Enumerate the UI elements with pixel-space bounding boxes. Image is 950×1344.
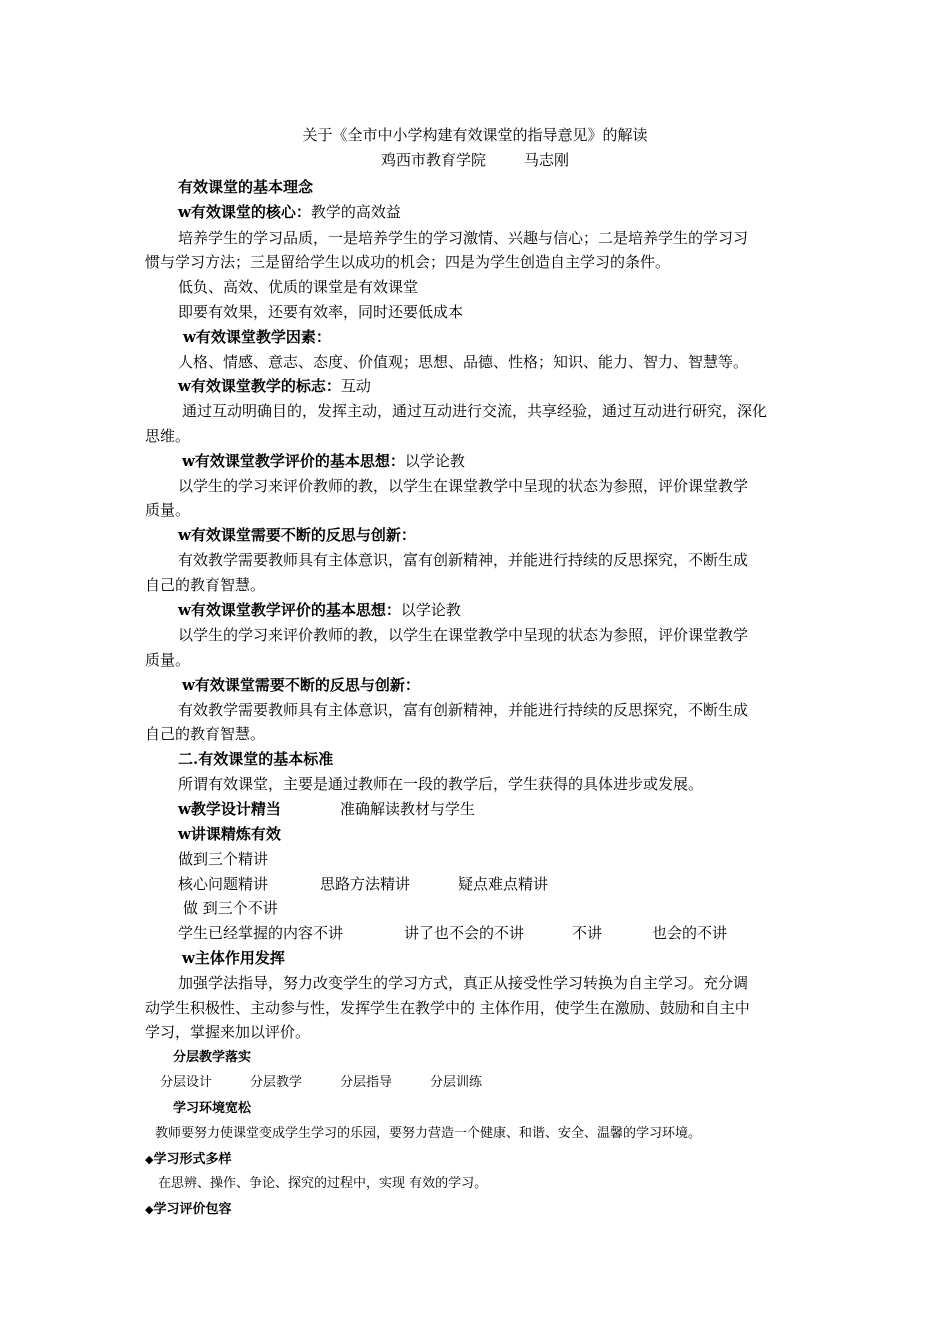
- no-item: 学生已经掌握的内容不讲: [178, 924, 344, 942]
- reflect-label: w有效课堂需要不断的反思与创新：: [178, 526, 416, 544]
- paragraph-line: 自己的教育智慧。: [145, 725, 266, 743]
- three-no: 做 到三个不讲: [183, 899, 278, 917]
- layered-item: 分层教学: [250, 1075, 303, 1090]
- layered-item: 分层训练: [430, 1075, 483, 1090]
- eval-value: 以学论教: [400, 601, 461, 619]
- subject-label: w主体作用发挥: [182, 949, 285, 967]
- layered-label: 分层教学落实: [173, 1050, 252, 1065]
- design-label: w教学设计精当: [178, 800, 281, 818]
- eval-label: w有效课堂教学评价的基本思想：: [178, 601, 401, 619]
- paragraph-line: 加强学法指导，努力改变学生的学习方式，真正从接受性学习转换为自主学习。充分调: [178, 974, 749, 992]
- core-label: w有效课堂的核心：: [178, 203, 311, 221]
- core-value: 教学的高效益: [310, 203, 401, 221]
- paragraph-line: 低负、高效、优质的课堂是有效课堂: [178, 278, 419, 296]
- env-text: 教师要努力使课堂变成学生学习的乐园，要努力营造一个健康、和谐、安全、温馨的学习环境。: [155, 1126, 702, 1141]
- eval-value: 以学论教: [404, 452, 465, 470]
- no-item: 不讲: [572, 924, 603, 942]
- eval-line: [178, 600, 461, 620]
- design-line: [178, 799, 475, 819]
- forms-line: [145, 1150, 231, 1170]
- layered-items-line: [160, 1073, 482, 1093]
- paragraph-line: 通过互动明确目的，发挥主动，通过互动进行交流，共享经验，通过互动进行研究，深化: [182, 402, 768, 420]
- eval-line: [182, 451, 465, 471]
- sign-label: w有效课堂教学的标志：: [178, 377, 341, 395]
- eval-include-line: [145, 1200, 231, 1220]
- design-value: 准确解读教材与学生: [340, 800, 476, 818]
- eval-label: w有效课堂教学评价的基本思想：: [182, 452, 405, 470]
- factors-label: w有效课堂教学因素：: [183, 328, 331, 346]
- paragraph-line: 质量。: [145, 651, 191, 669]
- sign-line: [178, 376, 371, 396]
- sign-value: 互动: [340, 377, 371, 395]
- paragraph-line: 惯与学习方法；三是留给学生以成功的机会；四是为学生创造自主学习的条件。: [145, 253, 671, 271]
- layered-item: 分层设计: [160, 1075, 213, 1090]
- paragraph-line: 动学生积极性、主动参与性，发挥学生在教学中的 主体作用，使学生在激励、鼓励和自主中: [145, 999, 750, 1017]
- paragraph-line: 学习，掌握来加以评价。: [145, 1023, 311, 1041]
- no-item: 也会的不讲: [652, 924, 728, 942]
- lecture-item: 核心问题精讲: [178, 875, 269, 893]
- paragraph-line: 以学生的学习来评价教师的教，以学生在课堂教学中呈现的状态为参照，评价课堂教学: [178, 477, 749, 495]
- paragraph-line: 即要有效果，还要有效率，同时还要低成本: [178, 303, 464, 321]
- paragraph-line: 思维。: [145, 427, 191, 445]
- layered-item: 分层指导: [340, 1075, 393, 1090]
- paragraph-line: 培养学生的学习品质，一是培养学生的学习激情、兴趣与信心；二是培养学生的学习习: [178, 229, 749, 247]
- lecture-item: 疑点难点精讲: [458, 875, 549, 893]
- forms-label: 学习形式多样: [153, 1152, 232, 1167]
- section2-intro: 所谓有效课堂，主要是通过教师在一段的教学后，学生获得的具体进步或发展。: [178, 775, 704, 793]
- paragraph-line: 自己的教育智慧。: [145, 576, 266, 594]
- lecture-item: 思路方法精讲: [320, 875, 411, 893]
- lectures-line: [178, 874, 548, 894]
- paragraph-line: 以学生的学习来评价教师的教，以学生在课堂教学中呈现的状态为参照，评价课堂教学: [178, 626, 749, 644]
- core-line: [178, 202, 401, 222]
- three-lectures: 做到三个精讲: [178, 850, 269, 868]
- factors-text: 人格、情感、意志、态度、价值观；思想、品德、性格；知识、能力、智力、智慧等。: [178, 353, 749, 371]
- section2-heading: 二.有效课堂的基本标准: [178, 750, 334, 768]
- no-items-line: [178, 923, 727, 943]
- paragraph-line: 有效教学需要教师具有主体意识，富有创新精神，并能进行持续的反思探究，不断生成: [178, 701, 749, 719]
- env-label: 学习环境宽松: [173, 1101, 252, 1116]
- reflect-label: w有效课堂需要不断的反思与创新：: [182, 676, 420, 694]
- diamond-bullet-icon: ◆: [145, 1203, 154, 1216]
- no-item: 讲了也不会的不讲: [404, 924, 525, 942]
- document-title: 关于《全市中小学构建有效课堂的指导意见》的解读: [302, 126, 648, 144]
- eval-include-label: 学习评价包容: [153, 1202, 232, 1217]
- section1-heading: 有效课堂的基本理念: [178, 178, 314, 196]
- lecture-label: w讲课精炼有效: [178, 825, 281, 843]
- diamond-bullet-icon: ◆: [145, 1153, 154, 1166]
- forms-text: 在思辨、操作、争论、探究的过程中，实现 有效的学习。: [158, 1176, 488, 1191]
- author-name: 马志刚: [524, 151, 570, 169]
- author-org: 鸡西市教育学院: [380, 151, 486, 169]
- paragraph-line: 质量。: [145, 501, 191, 519]
- paragraph-line: 有效教学需要教师具有主体意识，富有创新精神，并能进行持续的反思探究，不断生成: [178, 551, 749, 569]
- author-line: [0, 150, 950, 170]
